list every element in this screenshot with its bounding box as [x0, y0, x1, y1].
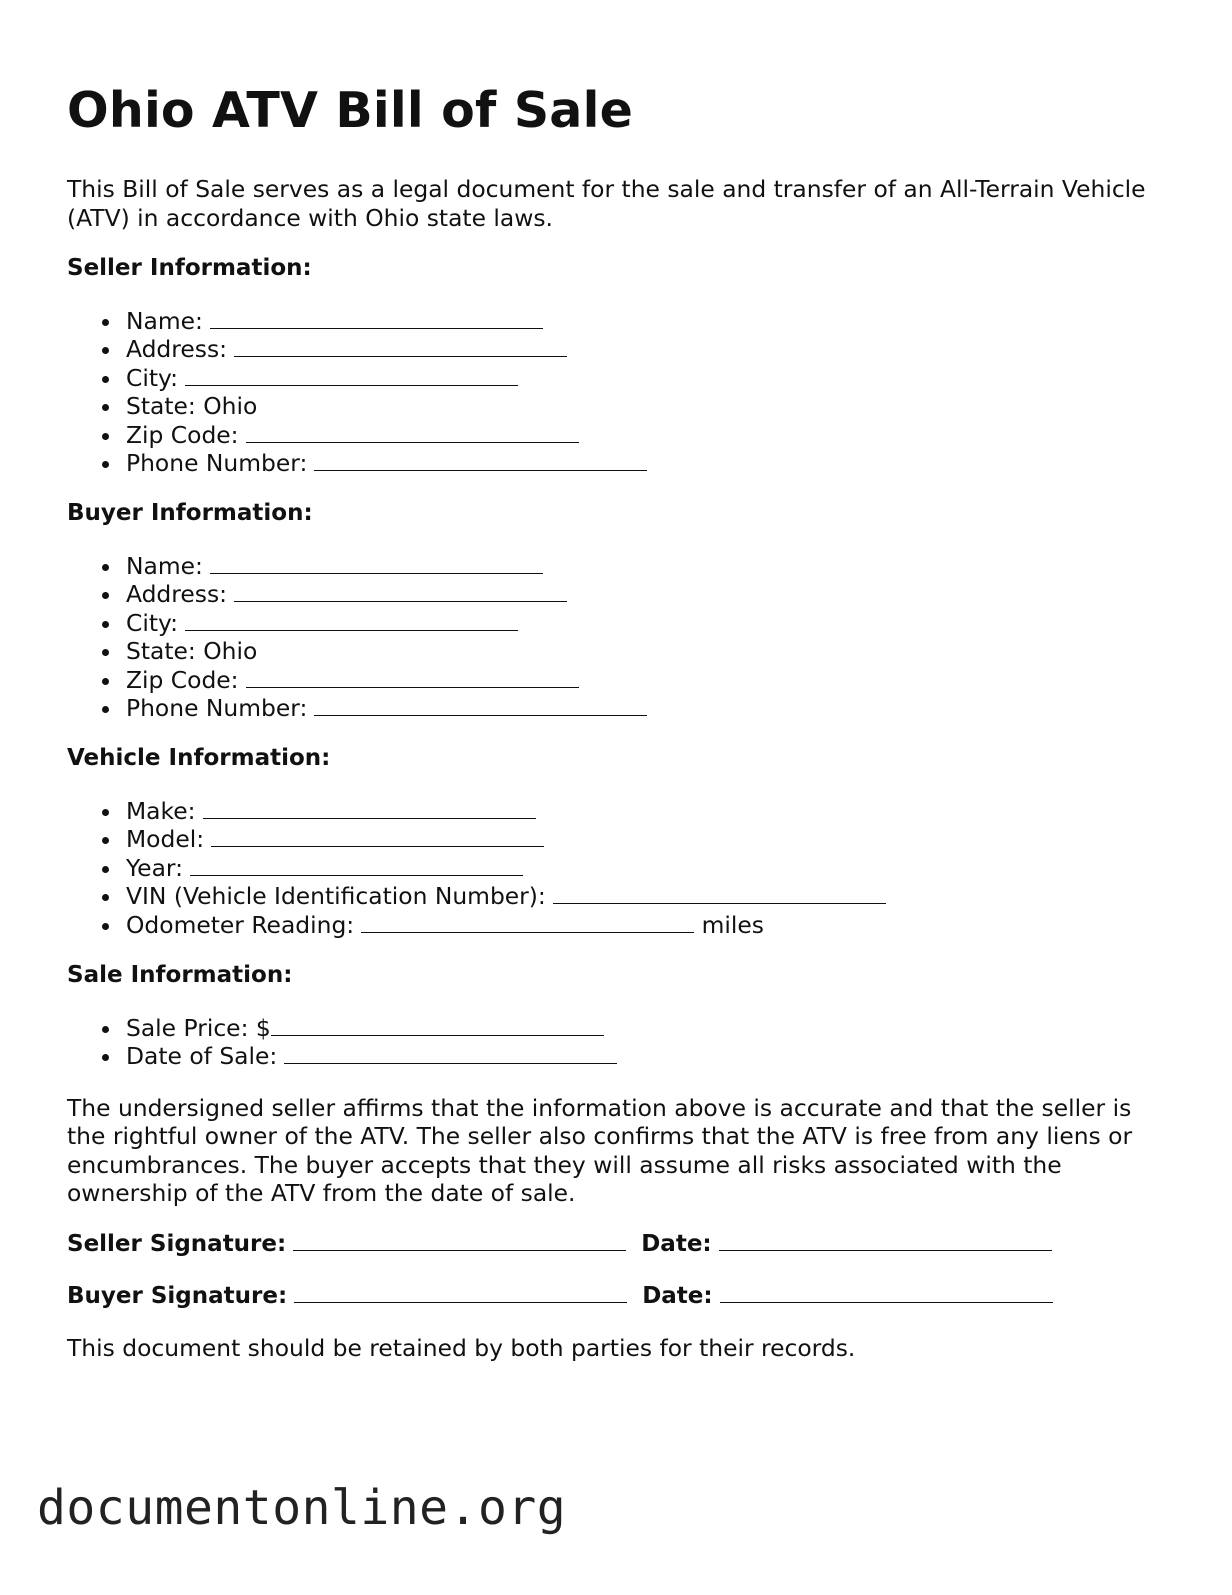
vehicle-year-field[interactable]: Year: [67, 854, 886, 882]
seller-city-blank[interactable] [185, 365, 518, 386]
seller-date-blank[interactable] [719, 1230, 1052, 1251]
buyer-signature-label: Buyer Signature: [67, 1283, 288, 1309]
vehicle-odometer-field[interactable]: Odometer Reading: miles [67, 911, 886, 939]
sale-heading: Sale Information: [67, 962, 293, 988]
buyer-date-label: Date: [642, 1283, 713, 1309]
footer-note: This document should be retained by both parties for their records. [67, 1334, 856, 1362]
seller-name-field[interactable]: Name: [67, 307, 647, 335]
seller-state-field: State: Ohio [67, 392, 647, 420]
buyer-city-field[interactable]: City: [67, 609, 647, 637]
sale-fields [67, 1014, 617, 1071]
sale-price-field[interactable]: Sale Price: $ [67, 1014, 617, 1042]
seller-city-field[interactable]: City: [67, 364, 647, 392]
seller-phone-field[interactable]: Phone Number: [67, 449, 647, 477]
vehicle-model-field[interactable]: Model: [67, 825, 886, 853]
buyer-address-field[interactable]: Address: [67, 580, 647, 608]
buyer-fields [67, 552, 647, 722]
document-title: Ohio ATV Bill of Sale [67, 82, 634, 139]
buyer-zip-field[interactable]: Zip Code: [67, 666, 647, 694]
buyer-heading: Buyer Information: [67, 500, 313, 526]
vehicle-make-blank[interactable] [203, 798, 536, 819]
seller-address-blank[interactable] [234, 336, 567, 357]
seller-name-blank[interactable] [210, 308, 543, 329]
buyer-address-blank[interactable] [234, 581, 567, 602]
site-watermark: documentonline.org [37, 1480, 567, 1536]
buyer-name-blank[interactable] [210, 553, 543, 574]
intro-paragraph: This Bill of Sale serves as a legal document for the sale and transfer of an All-Terrain Vehicle (ATV) in accordance with Ohio state laws. [67, 175, 1146, 232]
sale-date-field[interactable]: Date of Sale: [67, 1042, 617, 1070]
buyer-city-blank[interactable] [185, 610, 518, 631]
buyer-signature-blank[interactable] [294, 1282, 627, 1303]
seller-zip-field[interactable]: Zip Code: [67, 421, 647, 449]
seller-zip-blank[interactable] [246, 422, 579, 443]
seller-fields [67, 307, 647, 477]
seller-signature-line [67, 1230, 1059, 1257]
buyer-zip-blank[interactable] [246, 667, 579, 688]
vehicle-make-field[interactable]: Make: [67, 797, 886, 825]
seller-signature-blank[interactable] [293, 1230, 626, 1251]
seller-date-label: Date: [641, 1231, 712, 1257]
vehicle-fields [67, 797, 886, 939]
seller-phone-blank[interactable] [314, 450, 647, 471]
vehicle-odometer-blank[interactable] [361, 912, 694, 933]
seller-heading: Seller Information: [67, 255, 312, 281]
odometer-unit: miles [701, 910, 764, 939]
vehicle-vin-field[interactable]: VIN (Vehicle Identification Number): [67, 882, 886, 910]
seller-address-field[interactable]: Address: [67, 335, 647, 363]
vehicle-year-blank[interactable] [190, 855, 523, 876]
buyer-signature-line [67, 1282, 1060, 1309]
affirmation-paragraph: The undersigned seller affirms that the information above is accurate and that the seller is the rightful owner of the ATV. The seller also confirms that the ATV is free from any liens or encumbrances. The buyer accepts that they will assume all risks associated with the ownership of the ATV from the date of sale. [67, 1094, 1133, 1208]
vehicle-vin-blank[interactable] [553, 883, 886, 904]
seller-signature-label: Seller Signature: [67, 1231, 287, 1257]
vehicle-model-blank[interactable] [211, 826, 544, 847]
sale-date-blank[interactable] [284, 1043, 617, 1064]
vehicle-heading: Vehicle Information: [67, 745, 331, 771]
buyer-phone-blank[interactable] [314, 695, 647, 716]
sale-price-blank[interactable] [271, 1015, 604, 1036]
buyer-state-field: State: Ohio [67, 637, 647, 665]
buyer-name-field[interactable]: Name: [67, 552, 647, 580]
buyer-date-blank[interactable] [720, 1282, 1053, 1303]
buyer-phone-field[interactable]: Phone Number: [67, 694, 647, 722]
